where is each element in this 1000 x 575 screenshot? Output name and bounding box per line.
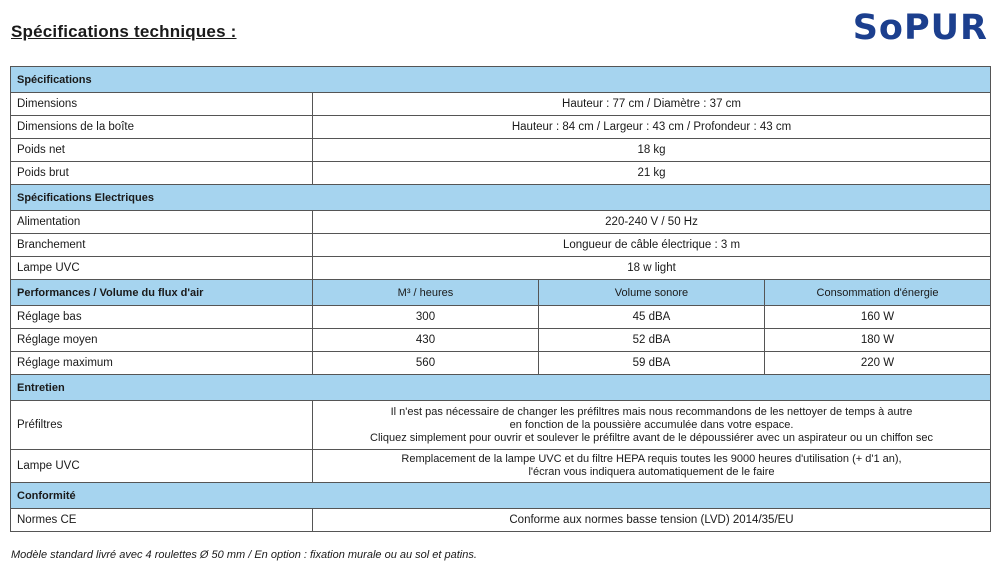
row-label: Alimentation bbox=[11, 211, 313, 234]
column-header-power: Consommation d'énergie bbox=[765, 280, 991, 306]
section-header-specs bbox=[11, 67, 991, 93]
section-header-electric bbox=[11, 185, 991, 211]
table-row bbox=[11, 401, 991, 450]
text-line: Remplacement de la lampe UVC et du filtre HEPA requis toutes les 9000 heures d'utilisation (+ d'1 an), bbox=[401, 453, 902, 465]
row-label: Lampe UVC bbox=[11, 257, 313, 280]
row-value: Longueur de câble électrique : 3 m bbox=[313, 234, 991, 257]
section-title: Conformité bbox=[11, 483, 991, 509]
section-header-maintenance bbox=[11, 375, 991, 401]
text-line: l'écran vous indiquera automatiquement de le faire bbox=[528, 466, 775, 478]
row-label: Poids net bbox=[11, 139, 313, 162]
row-value: 18 kg bbox=[313, 139, 991, 162]
row-label: Dimensions de la boîte bbox=[11, 116, 313, 139]
table-row bbox=[11, 329, 991, 352]
table-row bbox=[11, 306, 991, 329]
table-row bbox=[11, 509, 991, 532]
row-label: Poids brut bbox=[11, 162, 313, 185]
table-row bbox=[11, 257, 991, 280]
brand-logo: SoPUR bbox=[852, 8, 988, 48]
row-label: Réglage moyen bbox=[11, 329, 313, 352]
row-label: Réglage bas bbox=[11, 306, 313, 329]
table-row bbox=[11, 450, 991, 483]
airflow-value: 300 bbox=[313, 306, 539, 329]
power-value: 220 W bbox=[765, 352, 991, 375]
row-value bbox=[313, 401, 991, 450]
footnote: Modèle standard livré avec 4 roulettes Ø 50 mm / En option : fixation murale ou au sol et patins. bbox=[11, 549, 477, 561]
row-value: Hauteur : 77 cm / Diamètre : 37 cm bbox=[313, 93, 991, 116]
text-line: en fonction de la poussière accumulée dans votre espace. bbox=[509, 418, 794, 431]
page-title: Spécifications techniques : bbox=[11, 22, 237, 41]
row-label: Branchement bbox=[11, 234, 313, 257]
row-value bbox=[313, 450, 991, 483]
section-header-performance bbox=[11, 280, 991, 306]
power-value: 180 W bbox=[765, 329, 991, 352]
row-value: Hauteur : 84 cm / Largeur : 43 cm / Profondeur : 43 cm bbox=[313, 116, 991, 139]
row-label: Réglage maximum bbox=[11, 352, 313, 375]
row-value: 220-240 V / 50 Hz bbox=[313, 211, 991, 234]
row-label: Lampe UVC bbox=[11, 450, 313, 483]
table-row bbox=[11, 93, 991, 116]
airflow-value: 430 bbox=[313, 329, 539, 352]
column-header-airflow: M³ / heures bbox=[313, 280, 539, 306]
table-row bbox=[11, 352, 991, 375]
table-row bbox=[11, 234, 991, 257]
column-header-noise: Volume sonore bbox=[539, 280, 765, 306]
row-value: 21 kg bbox=[313, 162, 991, 185]
noise-value: 59 dBA bbox=[539, 352, 765, 375]
row-value: 18 w light bbox=[313, 257, 991, 280]
section-title: Spécifications bbox=[11, 67, 991, 93]
row-label: Dimensions bbox=[11, 93, 313, 116]
table-row bbox=[11, 139, 991, 162]
noise-value: 52 dBA bbox=[539, 329, 765, 352]
power-value: 160 W bbox=[765, 306, 991, 329]
text-line: Il n'est pas nécessaire de changer les préfiltres mais nous recommandons de les nettoyer de temps à autre bbox=[390, 405, 913, 418]
text-line: Cliquez simplement pour ouvrir et soulever le préfiltre avant de le dépoussiérer avec un aspirateur ou un chiffon sec bbox=[370, 431, 933, 444]
table-row bbox=[11, 211, 991, 234]
row-label: Préfiltres bbox=[11, 401, 313, 450]
table-row bbox=[11, 162, 991, 185]
spec-table bbox=[10, 66, 991, 532]
section-header-compliance bbox=[11, 483, 991, 509]
noise-value: 45 dBA bbox=[539, 306, 765, 329]
row-label: Normes CE bbox=[11, 509, 313, 532]
airflow-value: 560 bbox=[313, 352, 539, 375]
section-title: Performances / Volume du flux d'air bbox=[11, 280, 313, 306]
row-value: Conforme aux normes basse tension (LVD) 2014/35/EU bbox=[313, 509, 991, 532]
section-title: Spécifications Electriques bbox=[11, 185, 991, 211]
section-title: Entretien bbox=[11, 375, 991, 401]
table-row bbox=[11, 116, 991, 139]
